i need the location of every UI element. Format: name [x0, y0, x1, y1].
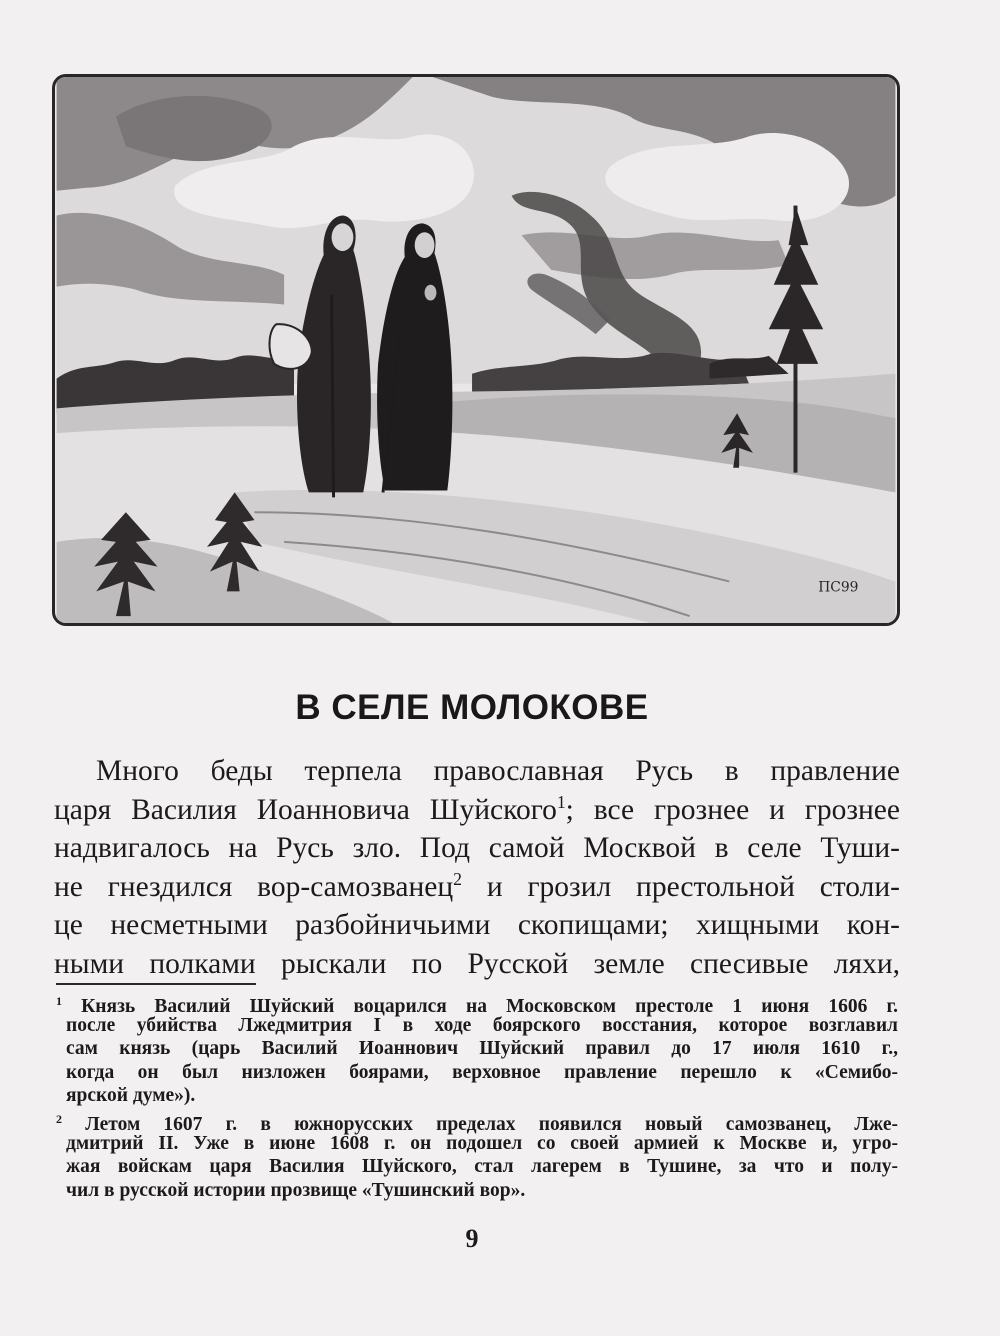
footnote-2-line: жая войскам царя Василия Шуйского, стал лагерем в Тушине, за что и полу- [66, 1156, 898, 1178]
footnote-2-line: дмитрий II. Уже в июне 1608 г. он подошел со своей армией к Москве и, угро- [66, 1132, 898, 1154]
body-line [54, 868, 900, 907]
artist-signature: ПС99 [818, 579, 859, 596]
footnote-2-line [56, 1108, 898, 1135]
illustration-drawing [55, 77, 897, 623]
body-line: ными полками рыскали по Русской земле спесивые ляхи, [54, 947, 900, 980]
body-line: це несметными разбойничьими скопищами; хищными кон- [54, 909, 900, 941]
body-line-part: не гнездился вор-самозванец [54, 870, 454, 903]
footnote-1-line: ярской думе»). [66, 1085, 196, 1107]
footnote-1-text: Князь Василий Шуйский воцарился на Московском престоле 1 июня 1606 г. [81, 996, 898, 1017]
footnote-divider [56, 983, 256, 985]
body-line-part: ; все грознее и грознее [565, 793, 900, 826]
illustration-two-wanderers [52, 74, 900, 626]
footnote-2-line: чил в русской истории прозвище «Тушинский вор». [66, 1179, 526, 1201]
body-line-part: и грозил престольной столи- [462, 870, 900, 903]
body-line: надвигалось на Русь зло. Под самой Москвой в селе Туши- [54, 832, 900, 864]
footnote-1-line: после убийства Лжедмитрия I в ходе боярского восстания, которое возглавил [66, 1014, 898, 1036]
footnote-ref-2[interactable]: 2 [453, 868, 462, 889]
footnote-mark-2: 2 [56, 1111, 62, 1126]
body-line [54, 791, 900, 830]
footnote-mark-1: 1 [56, 994, 62, 1008]
chapter-title: В СЕЛЕ МОЛОКОВЕ [295, 688, 649, 727]
body-paragraph [54, 752, 900, 983]
footnote-1-line: сам князь (царь Василий Иоаннович Шуйский правил до 17 июля 1610 г., [66, 1038, 898, 1060]
footnotes [56, 990, 898, 1202]
footnote-2-text: Летом 1607 г. в южнорусских пределах появился новый самозванец, Лже- [85, 1113, 898, 1135]
footnote-ref-1[interactable]: 1 [556, 791, 566, 812]
footnote-1-line [56, 990, 898, 1017]
body-line: Много беды терпела православная Русь в правление [96, 755, 900, 787]
footnote-1-line: когда он был низложен боярами, верховное правление перешло к «Семибо- [66, 1061, 898, 1083]
body-line-part: царя Василия Иоанновича Шуйского [54, 793, 557, 826]
page-number: 9 [465, 1224, 479, 1253]
